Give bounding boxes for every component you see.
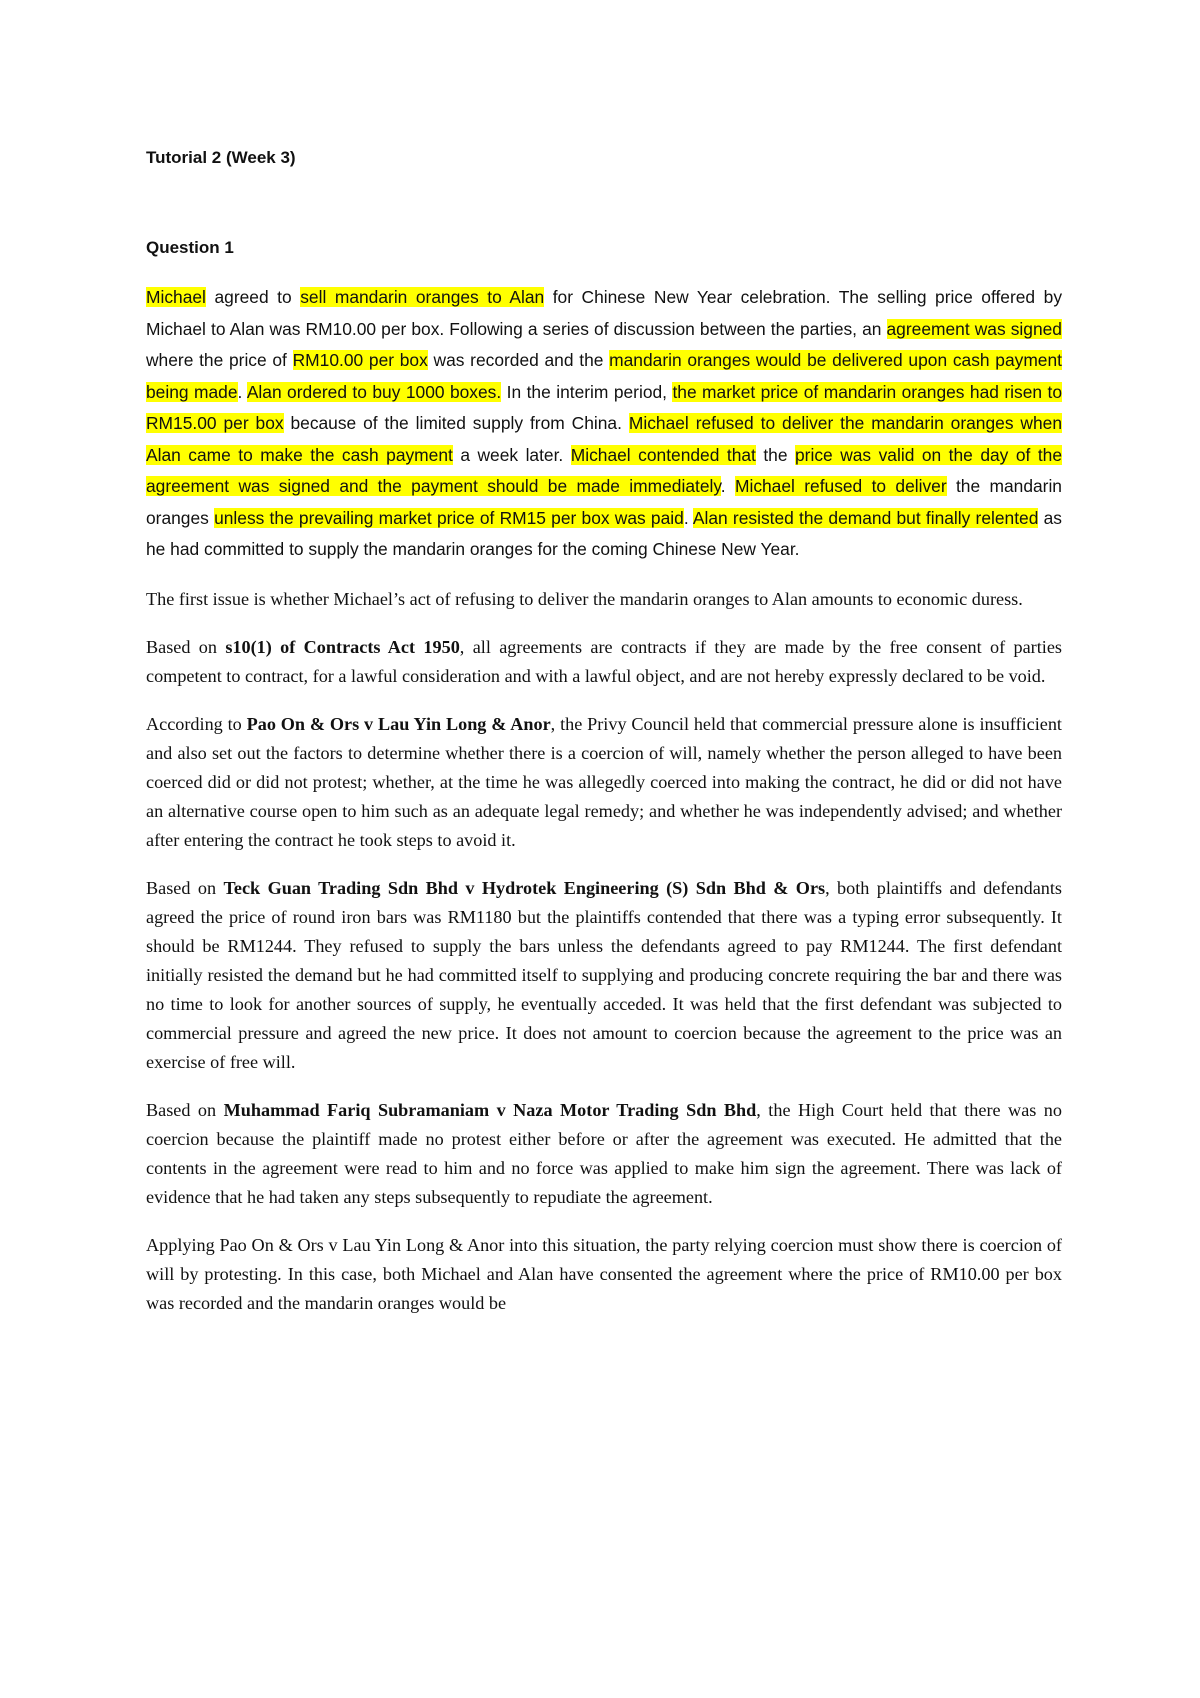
paragraph-text: Applying Pao On & Ors v Lau Yin Long & Anor into this situation, the party relying coercion must show there is coercion of will by protesting. In this case, both Michael and Alan have consented the agreement where the price of RM10.00 per box was recorded and the mandarin oranges would be [146, 1234, 1062, 1313]
scenario-text: . [683, 507, 693, 528]
paragraph-text: , all agreements are contracts if they are made by the free consent of parties competent to contract, for a lawful consideration and with a lawful object, and are not hereby expressly declared to be void. [146, 636, 1062, 686]
answer-paragraph [146, 1231, 1062, 1318]
scenario-text: for Chinese New Year celebration. The selling price offered by Michael to Alan was RM10.00 per box. Following a series of discussion between the parties, an [146, 287, 1063, 339]
answer-paragraph [146, 585, 1062, 614]
highlighted-text: unless the prevailing market price of RM15 per box was paid [214, 507, 684, 528]
scenario-text: where the price of [146, 350, 293, 370]
scenario-text: . [237, 381, 247, 402]
paragraph-text: According to [146, 713, 247, 734]
question-scenario [146, 282, 1062, 566]
paragraph-text: Based on [146, 1099, 224, 1120]
highlighted-text: price was valid on the day of the agreement was signed and the payment should be made immediately [146, 444, 1062, 496]
paragraph-text: , the Privy Council held that commercial pressure alone is insufficient and also set out the factors to determine whether there is a coercion of will, namely whether the person alleged to have been coerced did or did not protest; whether, at the time he was allegedly coerced into making the contract, he did or did not have an alternative course open to him such as an adequate legal remedy; and whether he was independently advised; and whether after entering the contract he took steps to avoid it. [146, 713, 1062, 850]
highlighted-text: RM10.00 per box [292, 350, 428, 370]
scenario-text: In the interim period, [501, 381, 673, 402]
document-body [146, 146, 1062, 1318]
highlighted-text: sell mandarin oranges to Alan [300, 287, 545, 307]
answer-paragraph [146, 874, 1062, 1077]
scenario-text: the [755, 444, 796, 465]
highlighted-text: Alan ordered to buy 1000 boxes. [246, 381, 502, 402]
answer-section [146, 585, 1062, 1318]
question-heading: Question 1 [146, 238, 234, 257]
answer-paragraph [146, 633, 1062, 691]
scenario-text: . [720, 476, 735, 496]
case-citation: s10(1) of Contracts Act 1950 [225, 636, 460, 657]
paragraph-text: , the High Court held that there was no coercion because the plaintiff made no protest either before or after the agreement was executed. He admitted that the contents in the agreement were read to him and no force was applied to make him sign the agreement. There was lack of evidence that he had taken any steps subsequently to repudiate the agreement. [146, 1099, 1062, 1207]
highlighted-text: Michael refused to deliver the mandarin oranges when Alan came to make the cash payment [146, 413, 1062, 465]
case-citation: Teck Guan Trading Sdn Bhd v Hydrotek Engineering (S) Sdn Bhd & Ors [223, 877, 826, 898]
scenario-text: agreed to [205, 287, 301, 307]
answer-paragraph [146, 710, 1062, 855]
highlighted-text: the market price of mandarin oranges had risen to RM15.00 per box [146, 381, 1063, 433]
highlighted-text: Michael refused to deliver [734, 476, 947, 496]
case-citation: Pao On & Ors v Lau Yin Long & Anor [246, 713, 551, 734]
highlighted-text: Alan resisted the demand but finally relented [692, 507, 1039, 528]
scenario-text: because of the limited supply from China. [283, 413, 629, 433]
scenario-text: the mandarin oranges [146, 476, 1062, 528]
answer-paragraph [146, 1096, 1062, 1212]
scenario-text: a week later. [452, 444, 571, 465]
highlighted-text: Michael contended that [570, 444, 756, 465]
paragraph-text: The first issue is whether Michael’s act of refusing to deliver the mandarin oranges to Alan amounts to economic duress. [146, 588, 1023, 609]
highlighted-text: Michael [146, 287, 206, 307]
scenario-text: was recorded and the [427, 350, 610, 370]
highlighted-text: agreement was signed [886, 318, 1062, 339]
case-citation: Muhammad Fariq Subramaniam v Naza Motor Trading Sdn Bhd [223, 1099, 757, 1120]
highlighted-text: mandarin oranges would be delivered upon cash payment being made [146, 350, 1062, 402]
scenario-text: as he had committed to supply the mandarin oranges for the coming Chinese New Year. [146, 507, 1062, 559]
paragraph-text: , both plaintiffs and defendants agreed the price of round iron bars was RM1180 but the plaintiffs contended that there was a typing error subsequently. It should be RM1244. They refused to supply the bars unless the defendants agreed to pay RM1244. The first defendant initially resisted the demand but he had committed itself to supplying and producing concrete requiring the bar and there was no time to look for another sources of supply, he eventually acceded. It was held that the first defendant was subjected to commercial pressure and agreed the new price. It does not amount to coercion because the agreement to the price was an exercise of free will. [146, 877, 1062, 1072]
paragraph-text: Based on [146, 636, 226, 657]
document-title: Tutorial 2 (Week 3) [146, 148, 296, 167]
paragraph-text: Based on [146, 877, 224, 898]
